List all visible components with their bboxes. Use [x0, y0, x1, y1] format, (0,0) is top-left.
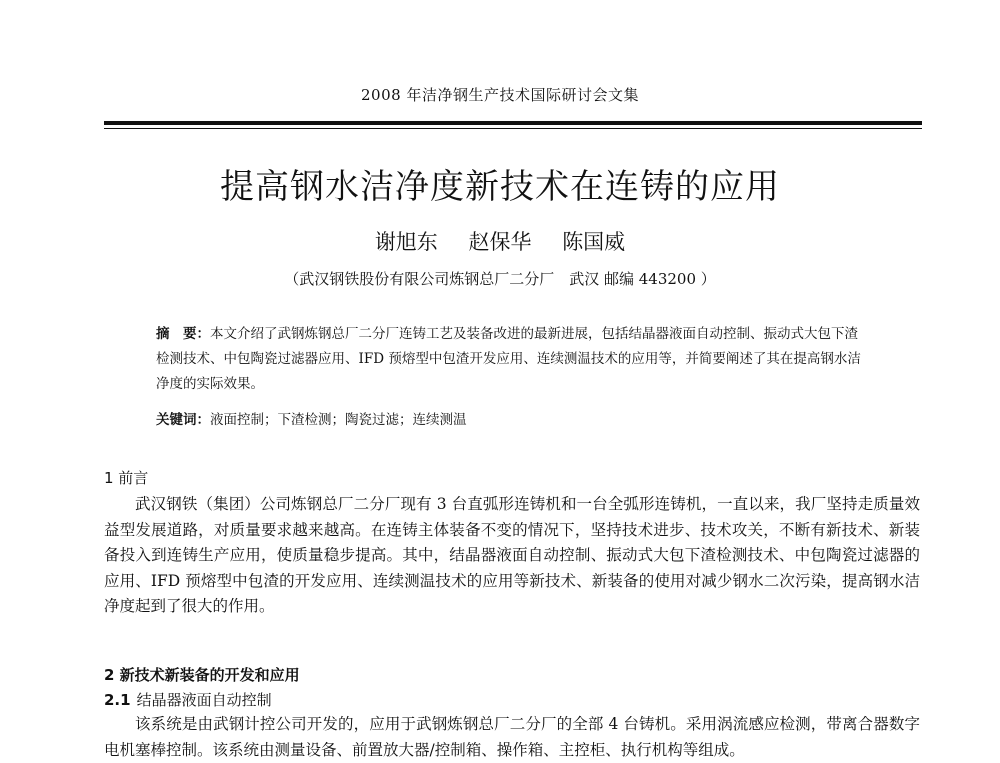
running-header: 2008 年洁净钢生产技术国际研讨会文集	[361, 86, 639, 104]
subsection-heading-mold-level-control	[104, 689, 272, 710]
author-list	[0, 226, 1000, 256]
subsection-number: 2.1	[104, 691, 131, 709]
mold-level-control-paragraph: 该系统是由武钢计控公司开发的，应用于武钢炼钢总厂二分厂的全部 4 台铸机。采用涡流感应检测，带离合器数字电机塞棒控制。该系统由测量设备、前置放大器/控制箱、操作箱、主控柜、执行机构等组成。	[104, 715, 920, 759]
affiliation: （武汉钢铁股份有限公司炼钢总厂二分厂 武汉 邮编 443200 ）	[284, 270, 716, 288]
subsection-title: 结晶器液面自动控制	[136, 691, 272, 709]
keywords-text: 液面控制；下渣检测；陶瓷过滤；连续测温	[210, 412, 467, 428]
introduction-paragraph: 武汉钢铁（集团）公司炼钢总厂二分厂现有 3 台直弧形连铸机和一台全弧形连铸机，一直以来，我厂坚持走质量效益型发展道路，对质量要求越来越高。在连铸主体装备不变的情况下，坚持技术进步、技术攻关，不断有新技术、新装备投入到连铸生产应用，使质量稳步提高。其中，结晶器液面自动控制、振动式大包下渣检测技术、中包陶瓷过滤器的应用、IFD 预熔型中包渣的开发应用、连续测温技术的应用等新技术、新装备的使用对减少钢水二次污染，提高钢水洁净度起到了很大的作用。	[104, 495, 920, 615]
header-rule-thin	[104, 128, 922, 129]
abstract	[156, 322, 868, 397]
abstract-text: 本文介绍了武钢炼钢总厂二分厂连铸工艺及装备改进的最新进展，包括结晶器液面自动控制、振动式大包下渣检测技术、中包陶瓷过滤器应用、IFD 预熔型中包渣开发应用、连续测温技术的应用等，并简要阐述了其在提高钢水洁净度的实际效果。	[156, 326, 861, 392]
paper-title: 提高钢水洁净度新技术在连铸的应用	[220, 167, 780, 207]
author-name: 赵保华	[468, 230, 532, 254]
author-name: 谢旭东	[374, 230, 438, 254]
keywords-label: 关键词：	[156, 412, 210, 428]
keywords	[156, 410, 868, 430]
section-heading-new-technology: 2 新技术新装备的开发和应用	[104, 666, 300, 684]
header-rule-thick	[104, 121, 922, 125]
abstract-label: 摘 要：	[156, 326, 210, 342]
author-name: 陈国威	[562, 230, 626, 254]
section-heading-introduction: 1 前言	[104, 469, 149, 487]
